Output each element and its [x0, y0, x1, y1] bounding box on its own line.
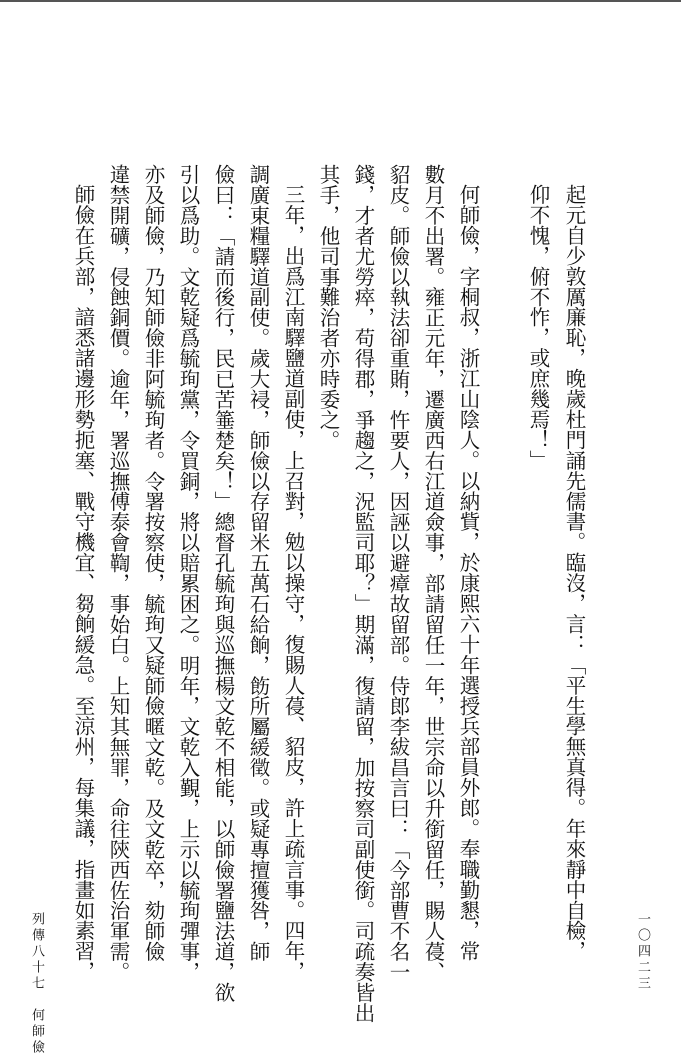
text-column-4: 數月不出署。雍正元年，遷廣西右江道僉事，部請留任一年，世宗命以升銜留任，賜人葠、: [421, 164, 445, 983]
page-number: 一〇四二三: [635, 912, 650, 992]
text-column-11: 引以爲助。文乾疑爲毓珣黨，令買銅，將以賠累困之。明年，文乾入覲，上示以毓珣彈事，: [176, 164, 200, 983]
text-column-14: 師儉在兵部，諳悉諸邊形勢扼塞、戰守機宜、芻餉緩急。至涼州，每集議，指畫如素習，: [71, 184, 95, 982]
text-column-2: 仰不愧，俯不怍，或庶幾焉！」: [526, 184, 550, 471]
text-column-7: 其手，他司事難治者亦時委之。: [316, 164, 340, 451]
text-column-12: 亦及師儉，乃知師儉非阿毓珣者。令署按察使，毓珣又疑師儉暱文乾。及文乾卒，劾師儉: [141, 164, 165, 962]
page-top-edge: [0, 0, 681, 2]
text-column-3: 何師儉，字桐叔，浙江山陰人。以納貲，於康熙六十年選授兵部員外郎。奉職勤懇，常: [456, 184, 480, 962]
running-head: 列傳八十七 何師儉: [29, 912, 44, 1056]
text-column-5: 貂皮。師儉以執法卻重賄，忤要人，因誣以避瘴故留部。侍郎李紱昌言曰：「今部曹不名一: [386, 164, 410, 983]
text-column-9: 調廣東糧驛道副使。歲大祲，師儉以存留米五萬石給餉，飭所屬緩徵。或疑專擅獲咎，師: [246, 164, 270, 962]
text-column-6: 錢，才者尤勞瘁，苟得郡，爭趨之，況監司耶？」期滿，復請留，加按察司副使銜。司疏奏皆出: [351, 164, 375, 1023]
text-column-10: 儉曰：「請而後行，民已苦箠楚矣！」總督孔毓珣與巡撫楊文乾不相能，以師儉署鹽法道，欲: [211, 164, 235, 1003]
text-column-13: 違禁開礦，侵蝕銅價。逾年，署巡撫傅泰會鞫，事始白。上知其無罪，命往陝西佐治軍需。: [106, 164, 130, 983]
text-column-1: 起元自少敦厲廉恥，晚歲杜門誦先儒書。臨沒，言：「平生學無真得。年來靜中自檢，: [562, 184, 586, 962]
text-column-8: 三年，出爲江南驛鹽道副使，上召對，勉以操守，復賜人葠、貂皮，許上疏言事。四年，: [281, 184, 305, 982]
